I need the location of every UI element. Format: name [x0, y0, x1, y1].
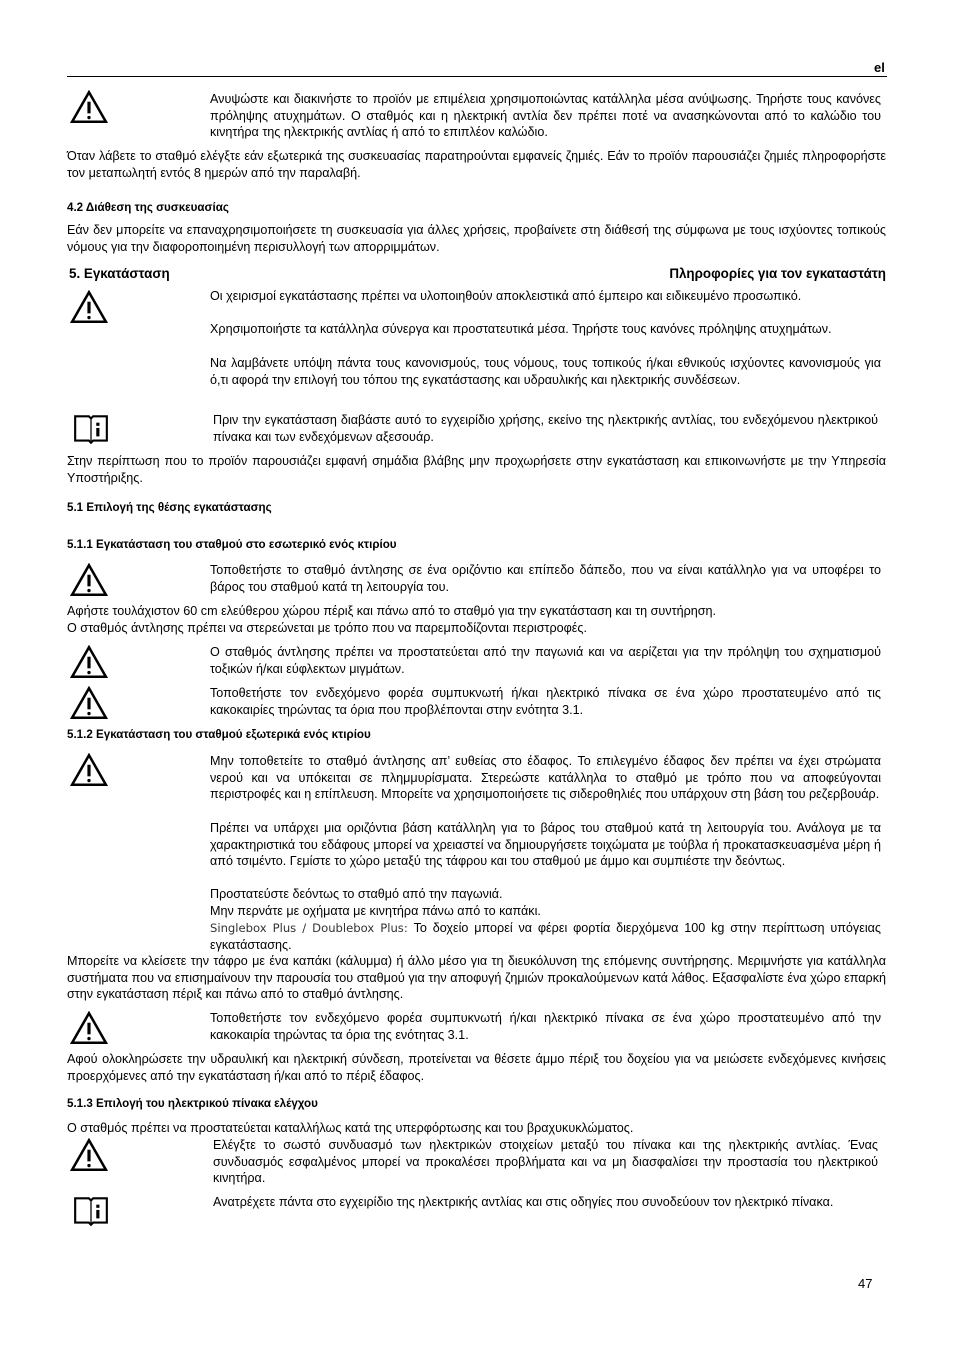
paragraph-protection: Ο σταθμός πρέπει να προστατεύεται καταλλήλως κατά της υπερφόρτωσης και του βραχυκυκλώματος. [67, 1121, 634, 1135]
warning-icon [70, 1011, 108, 1045]
paragraph-fixing: Ο σταθμός άντλησης πρέπει να στερεώνεται με τρόπο που να παρεμποδίζονται περιστροφές. [67, 621, 587, 635]
section-heading-5-1: 5.1 Επιλογή της θέσης εγκατάστασης [67, 501, 272, 514]
paragraph-base: Πρέπει να υπάρχει μια οριζόντια βάση κατάλληλη για το βάρος του σταθμού κατά τη λειτουργία του. Ανάλογα με τα χαρακτηριστικά του εδάφους μπορεί να χρειαστεί να δημιουργήσετε τοιχώματα με τούβλα ή προκατασκευασμένα μέρη ή από τσιμέντο. Γεμίστε το χώρο μεταξύ της τάφρου και του σταθμού με άμμο και συμπιέστε την δεόντως. [210, 821, 881, 869]
warning-icon [70, 753, 108, 787]
paragraph-clearance: Αφήστε τουλάχιστον 60 cm ελεύθερου χώρου πέριξ και πάνω από το σταθμό για την εγκατάσταση και τη συντήρηση. [67, 604, 717, 618]
paragraph-personnel: Οι χειρισμοί εγκατάστασης πρέπει να υλοποιηθούν αποκλειστικά από έμπειρο και ειδικευμένο προσωπικό. [210, 289, 802, 303]
warning-icon [70, 563, 108, 597]
manual-book-icon [72, 413, 110, 445]
paragraph-regulations: Να λαμβάνετε υπόψη πάντα τους κανονισμούς, τους νόμους, τους τοπικούς ή/και εθνικούς ισχύοντες κανονισμούς για ό,τι αφορά την επιλογή του τόπου της εγκατάστασης και υδραυλικής και ηλεκτρικής συνδέσεων. [210, 356, 881, 387]
warning-icon [70, 1138, 108, 1172]
section-heading-5: 5. Εγκατάσταση [69, 266, 170, 281]
section-heading-4-2: 4.2 Διάθεση της συσκευασίας [67, 201, 229, 214]
section-heading-5-1-2: 5.1.2 Εγκατάσταση του σταθμού εξωτερικά ενός κτιρίου [67, 728, 371, 741]
paragraph-outdoor-ground: Μην τοποθετείτε το σταθμό άντλησης απ’ ευθείας στο έδαφος. Το επιλεγμένο έδαφος δεν πρέπει να έχει στρώματα νερού και να υπόκειται σε πλημμυρίσματα. Στερεώστε κατάλληλα το σταθμό με τρόπο που να αποφεύγονται περιστροφές και η επίπλευση. Μπορείτε να χρησιμοποιήσετε τις σιδεροθηλιές που υπάρχουν στη βάση του ρεζερβουάρ. [210, 754, 881, 802]
paragraph-read-manual: Πριν την εγκατάσταση διαβάστε αυτό το εγχειρίδιο χρήσης, εκείνο της ηλεκτρικής αντλίας, του ενδεχόμενου ηλεκτρικού πίνακα και των ενδεχόμενων αξεσουάρ. [213, 413, 878, 444]
warning-icon [70, 290, 108, 324]
paragraph-sand: Αφού ολοκληρώσετε την υδραυλική και ηλεκτρική σύνδεση, προτείνεται να θέσετε άμμο πέριξ του δοχείου για να μειώσετε ενδεχόμενες κινήσεις προερχόμενες από την εγκατάσταση ή/και από το πέριξ έδαφος. [67, 1052, 886, 1083]
paragraph-vehicles: Μην περνάτε με οχήματα με κινητήρα πάνω από το καπάκι. [210, 904, 541, 918]
language-code: el [874, 60, 885, 75]
paragraph-lifting: Ανυψώστε και διακινήστε το προϊόν με επιμέλεια χρησιμοποιώντας κατάλληλα μέσα ανύψωσης. Τηρήστε τους κανόνες πρόληψης ατυχημάτων. Ο σταθμός και η ηλεκτρική αντλία δεν πρέπει ποτέ να ανασηκώνονται από το καλώδιο του κινητήρα της ηλεκτρικής αντλίας ή από το επιπλέον καλώδιο. [210, 92, 881, 140]
paragraph-frost: Προστατεύστε δεόντως το σταθμό από την παγωνιά. [210, 887, 503, 901]
paragraph-panel-location: Τοποθετήστε τον ενδεχόμενο φορέα συμπυκνωτή ή/και ηλεκτρικό πίνακα σε ένα χώρο προστατευμένο από τις κακοκαιρίες τηρώντας τα όρια που προβλέπονται στην ενότητα 3.1. [210, 686, 881, 717]
section-heading-5-1-3: 5.1.3 Επιλογή του ηλεκτρικού πίνακα ελέγχου [67, 1097, 318, 1110]
model-note: Singlebox Plus / Doublebox Plus: [210, 921, 408, 935]
paragraph-receipt: Όταν λάβετε το σταθμό ελέγξτε εάν εξωτερικά της συσκευασίας παρατηρούνται εμφανείς ζημιές. Εάν το προϊόν παρουσιάζει ζημιές πληροφορήστε τον μεταπωλητή εντός 8 ημερών από την παραλαβή. [67, 149, 886, 180]
page-number: 47 [858, 1276, 873, 1291]
paragraph-tools: Χρησιμοποιήστε τα κατάλληλα σύνεργα και προστατευτικά μέσα. Τηρήστε τους κανόνες πρόληψης ατυχημάτων. [210, 322, 832, 336]
paragraph-cover: Μπορείτε να κλείσετε την τάφρο με ένα καπάκι (κάλυμμα) ή άλλο μέσο για τη διευκόλυνση της επόμενης συντήρησης. Μεριμνήστε για κατάλληλα συστήματα που να επισημαίνουν την παρουσία του σταθμού για την αποφυγή ζημιών προκαλούμενων κατά λάθος. Εξασφαλίστε ένα χώρο επαρκή στην εγκατάσταση πέριξ και πάνω από το σταθμό άντλησης. [67, 954, 886, 1002]
paragraph-panel-weather: Τοποθετήστε τον ενδεχόμενο φορέα συμπυκνωτή ή/και ηλεκτρικό πίνακα σε ένα χώρο προστατευμένο από την κακοκαιρία τηρώντας τα όρια της ενότητας 3.1. [210, 1011, 881, 1042]
manual-book-icon [72, 1195, 110, 1227]
header-rule [67, 76, 887, 77]
section-heading-5-audience: Πληροφορίες για τον εγκαταστάτη [669, 266, 886, 281]
load-text: Το δοχείο μπορεί να φέρει φορτία διερχόμενα 100 kg στην περίπτωση υπόγειας εγκατάστασης. [210, 921, 881, 952]
paragraph-refer-manual: Ανατρέχετε πάντα στο εγχειρίδιο της ηλεκτρικής αντλίας και στις οδηγίες που συνοδεύουν τον ηλεκτρικό πίνακα. [213, 1195, 834, 1209]
warning-icon [70, 686, 108, 720]
paragraph-indoor-floor: Τοποθετήστε το σταθμό άντλησης σε ένα οριζόντιο και επίπεδο δάπεδο, που να είναι κατάλληλο για να υποφέρει το βάρος του σταθμού κατά τη λειτουργία του. [210, 563, 881, 594]
warning-icon [70, 645, 108, 679]
warning-icon [70, 90, 108, 124]
paragraph-matching: Ελέγξτε το σωστό συνδυασμό των ηλεκτρικών στοιχείων μεταξύ του πίνακα και της ηλεκτρικής αντλίας. Ένας συνδυασμός εσφαλμένος μπορεί να προκαλέσει προβλήματα και να μη διασφαλίσει την προστασία του ηλεκτρικού κινητήρα. [213, 1138, 878, 1186]
paragraph-damage: Στην περίπτωση που το προϊόν παρουσιάζει εμφανή σημάδια βλάβης μην προχωρήσετε στην εγκατάσταση και επικοινωνήστε με την Υπηρεσία Υποστήριξης. [67, 454, 886, 485]
section-heading-5-1-1: 5.1.1 Εγκατάσταση του σταθμού στο εσωτερικό ενός κτιρίου [67, 538, 397, 551]
paragraph-frost-ventilation: Ο σταθμός άντλησης πρέπει να προστατεύεται από την παγωνιά και να αερίζεται για την πρόληψη του σχηματισμού τοξικών ή/και εύφλεκτων μιγμάτων. [210, 645, 881, 676]
paragraph-disposal: Εάν δεν μπορείτε να επαναχρησιμοποιήσετε τη συσκευασία για άλλες χρήσεις, προβαίνετε στη διάθεσή της σύμφωνα με τους ισχύοντες τοπικούς νόμους για την διαφοροποιημένη περισυλλογή των απορριμμάτων. [67, 223, 886, 254]
paragraph-load [210, 920, 881, 953]
